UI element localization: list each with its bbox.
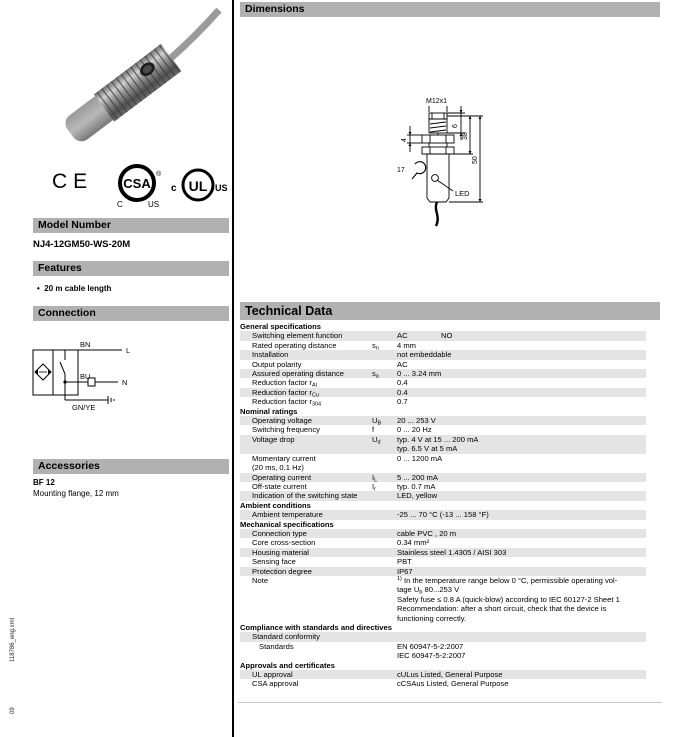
- model-number-header: Model Number: [33, 218, 229, 233]
- table-row: Operating current $I_L$ 5 ... 200 mA: [240, 473, 646, 482]
- terminal-n-label: N: [122, 378, 128, 387]
- accessory-desc: Mounting flange, 12 mm: [33, 489, 119, 498]
- svg-text:C: C: [117, 200, 123, 209]
- ul-mark: [168, 166, 228, 206]
- led-label: LED: [455, 189, 470, 198]
- dim-38-label: 38: [462, 132, 469, 140]
- table-row: CSA approval cCSAus Listed, General Purpose: [252, 679, 509, 689]
- table-row: Installation not embeddable: [240, 350, 646, 359]
- features-header: Features: [33, 261, 229, 276]
- feature-item: • 20 m cable length: [37, 284, 112, 293]
- table-row: Reduction factor $r_{304}$ 0.7: [252, 397, 408, 408]
- section-title: General specifications: [240, 322, 322, 331]
- side-document-id: 118786_eng.xml: [10, 618, 16, 662]
- table-row: Indication of the switching state LED, yellow: [240, 491, 646, 500]
- dimensions-drawing: [393, 88, 568, 258]
- wire-bn-label: BN: [80, 340, 91, 349]
- accessories-header: Accessories: [33, 459, 229, 474]
- thread-label: M12x1: [426, 98, 448, 105]
- svg-text:US: US: [148, 200, 160, 209]
- table-row: Standards EN 60947-5-2:2007 IEC 60947-5-2:2007: [259, 641, 466, 661]
- product-photo: [33, 8, 229, 160]
- section-title: Ambient conditions: [240, 500, 311, 510]
- table-row: Connection type cable PVC , 20 m: [240, 529, 646, 538]
- table-row: Housing material Stainless steel 1.4305 / AISI 303: [240, 548, 646, 557]
- cable: [171, 10, 219, 58]
- table-row: UL approval cULus Listed, General Purpose: [240, 670, 646, 679]
- table-row: Rated operating distance $s_n$ 4 mm: [252, 340, 416, 352]
- table-row: Momentary current (20 ms, 0.1 Hz) 0 ... 1200 mA: [252, 453, 443, 473]
- table-row: Voltage drop $U_d$ typ. 4 V at 15 ... 200 mA typ. 6.5 V at 5 mA: [240, 435, 646, 454]
- table-row: Sensing face PBT: [252, 557, 412, 567]
- table-row: Reduction factor $r_{Cu}$ 0.4: [240, 388, 646, 397]
- table-subheader-row: Standard conformity: [240, 632, 646, 641]
- wire-bu-label: BU: [80, 372, 91, 381]
- table-row: Output polarity AC: [252, 359, 408, 369]
- table-row: Reduction factor $r_{Al}$ 0.4: [252, 378, 408, 389]
- svg-text:US: US: [215, 183, 228, 193]
- svg-text:®: ®: [156, 171, 162, 178]
- table-row: Off-state current $I_r$ typ. 0.7 mA: [252, 481, 436, 493]
- csa-mark: [112, 160, 164, 210]
- section-title: Mechanical specifications: [240, 519, 334, 529]
- table-row: Assured operating distance $s_a$ 0 ... 3.24 mm: [240, 369, 646, 378]
- table-row: Ambient temperature -25 ... 70 °C (-13 ... 158 °F): [240, 510, 646, 519]
- connection-header: Connection: [33, 306, 229, 321]
- table-row: Switching frequency f 0 ... 20 Hz: [252, 425, 432, 435]
- technical-data-table: [240, 322, 646, 689]
- dim-6-label: 6: [452, 124, 459, 128]
- accessory-name: BF 12: [33, 478, 55, 487]
- dim-4-label: 4: [401, 138, 408, 142]
- ce-mark: CE: [52, 170, 94, 193]
- side-date-fragment: 09: [10, 707, 16, 714]
- table-row: Protection degree IP67: [240, 567, 646, 576]
- bullet: •: [37, 284, 40, 293]
- connection-diagram: [30, 338, 200, 433]
- section-title: Nominal ratings: [240, 406, 298, 416]
- table-row-note: Note $^{1)}$ In the temperature range below 0 °C, permissible operating vol- tage $U_b$ 80...253 V Safety fuse ≤ 0.8 A (quick-blow) according to IEC 60127-2 Sheet 1 Recommendation: after a short circuit, check that the device is functioning correctly.: [252, 575, 620, 623]
- column-divider: [232, 0, 234, 737]
- table-row: Switching element function AC NO: [240, 331, 646, 340]
- section-title: Approvals and certificates: [240, 660, 335, 670]
- svg-text:UL: UL: [188, 178, 208, 194]
- page-bottom-rule: [238, 702, 662, 703]
- svg-text:CSA: CSA: [123, 176, 151, 191]
- technical-data-header: Technical Data: [240, 302, 660, 320]
- table-row: Core cross-section 0.34 mm²: [252, 538, 430, 548]
- dimensions-header: Dimensions: [240, 2, 660, 17]
- wire-gnye-label: GN/YE: [72, 403, 96, 412]
- table-row: Operating voltage $U_B$ 20 ... 253 V: [240, 416, 646, 425]
- section-title: Compliance with standards and directives: [240, 623, 392, 632]
- dim-50-label: 50: [472, 156, 479, 164]
- svg-text:c: c: [171, 183, 177, 194]
- terminal-l-label: L: [126, 346, 131, 355]
- model-number-value: NJ4-12GM50-WS-20M: [33, 239, 131, 250]
- wrench-size-label: 17: [397, 167, 405, 174]
